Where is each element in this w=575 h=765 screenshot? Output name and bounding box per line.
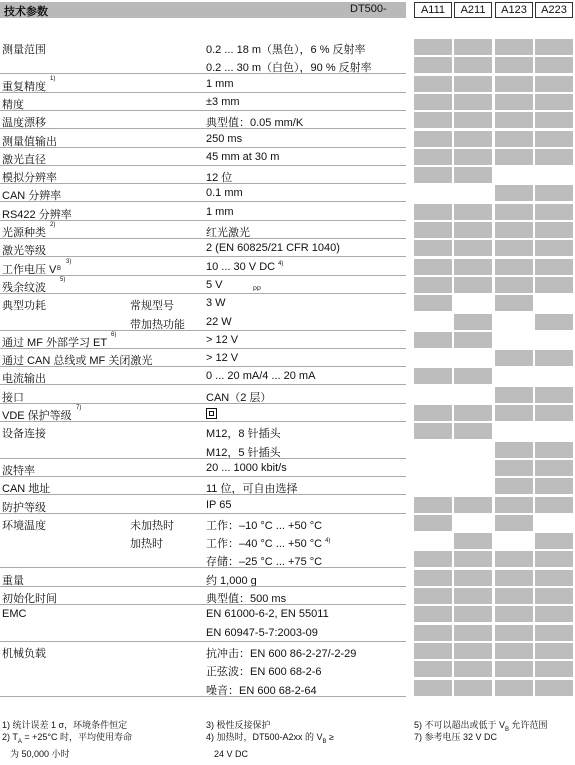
availability-cell-a211: [454, 259, 492, 275]
table-row: [0, 386, 575, 404]
availability-cell-a111: [414, 350, 452, 366]
availability-cell-a211: [454, 442, 492, 458]
row-footnote-ref: 3): [66, 258, 72, 265]
availability-cell-a111: [414, 314, 452, 330]
availability-cell-a123: [495, 606, 533, 622]
availability-cell-a123: [495, 76, 533, 92]
row-footnote-ref: 6): [111, 331, 117, 338]
row-label: CAN 分辨率: [2, 190, 62, 203]
row-value: [206, 370, 315, 382]
table-row: [0, 605, 575, 623]
row-value-text: 典型值：500 ms: [206, 593, 287, 605]
row-label: 残余纹波: [2, 281, 46, 294]
availability-cell-a211: [454, 57, 492, 73]
availability-cell-a111: [414, 277, 452, 293]
row-value: [206, 242, 340, 254]
table-row: [0, 56, 575, 74]
table-row: [0, 514, 575, 532]
row-label: 接口: [2, 391, 24, 404]
table-row: [0, 93, 575, 111]
availability-cell-a223: [535, 661, 573, 677]
row-value: [206, 407, 217, 419]
label-subscript: B: [57, 265, 62, 272]
row-value: [206, 206, 234, 218]
row-value-text: 5 V: [206, 278, 223, 291]
row-label: 重复精度: [2, 80, 46, 93]
availability-cell-a111: [414, 185, 452, 201]
availability-cell-a211: [454, 606, 492, 622]
availability-cell-a123: [495, 314, 533, 330]
availability-cell-a211: [454, 94, 492, 110]
availability-cell-a211: [454, 460, 492, 476]
row-value-text: 0 ... 20 mA/4 ... 20 mA: [206, 370, 316, 383]
row-footnote-ref: 5): [60, 276, 66, 283]
availability-cell-a223: [535, 497, 573, 513]
availability-cell-a123: [495, 185, 533, 201]
row-label: 初始化时间: [2, 593, 57, 605]
row-value-text: 噪音：EN 600 68-2-64: [206, 684, 317, 697]
availability-cell-a111: [414, 515, 452, 531]
availability-cell-a123: [495, 478, 533, 494]
availability-cell-a211: [454, 39, 492, 55]
availability-cell-a211: [454, 588, 492, 604]
column-header-a111: A111: [414, 2, 452, 18]
footnote-4: 4) 加热时，DT500-A2xx 的 $V_B$ ≥ 24 V DC: [206, 732, 334, 759]
row-value-text: 1 mm: [206, 205, 234, 218]
row-value-text: 典型值：0.05 mm/K: [206, 117, 304, 130]
availability-cell-a123: [495, 460, 533, 476]
availability-cell-a223: [535, 423, 573, 439]
footnote-3: 3) 极性反接保护: [206, 720, 271, 730]
row-value: [206, 297, 226, 309]
table-row: [0, 203, 575, 221]
availability-cell-a123: [495, 350, 533, 366]
row-value-text: 工作：–10 °C ... +50 °C: [206, 519, 323, 532]
row-label: 测量值输出: [2, 135, 57, 148]
row-value: [206, 261, 283, 273]
availability-cell-a211: [454, 240, 492, 256]
availability-cell-a223: [535, 368, 573, 384]
row-value: [206, 608, 329, 620]
row-value-text: M12，5 针插头: [206, 446, 281, 459]
row-label: 温度漂移: [2, 117, 46, 130]
row-value-text: 抗冲击：EN 600 86-2-27/-2-29: [206, 647, 357, 660]
availability-cell-a211: [454, 680, 492, 696]
availability-cell-a211: [454, 112, 492, 128]
availability-cell-a223: [535, 533, 573, 549]
value-subscript: PP: [253, 286, 262, 293]
row-footnote-ref: 2): [50, 222, 56, 228]
availability-cell-a223: [535, 39, 573, 55]
row-label: 波特率: [2, 464, 35, 477]
row-value: [206, 663, 322, 679]
availability-cell-a111: [414, 478, 452, 494]
availability-cell-a123: [495, 680, 533, 696]
row-label: 通过 CAN 总线或 MF 关闭激光: [2, 355, 153, 368]
availability-cell-a123: [495, 332, 533, 348]
row-value: [206, 352, 238, 364]
availability-cell-a211: [454, 76, 492, 92]
row-label: 测量范围: [2, 44, 46, 56]
row-value: [206, 517, 322, 533]
availability-cell-a123: [495, 94, 533, 110]
row-footnote-ref: 1): [50, 75, 56, 82]
row-value-text: > 12 V: [206, 333, 239, 346]
table-row: [0, 569, 575, 587]
row-value-text: ±3 mm: [206, 95, 240, 108]
table-row: [0, 624, 575, 642]
availability-cell-a111: [414, 94, 452, 110]
availability-cell-a211: [454, 570, 492, 586]
availability-cell-a123: [495, 112, 533, 128]
availability-cell-a111: [414, 112, 452, 128]
availability-cell-a123: [495, 533, 533, 549]
table-row: [0, 422, 575, 440]
row-value-text: 11 位，可自由选择: [206, 483, 298, 496]
row-value: [206, 499, 232, 511]
row-value: [206, 334, 238, 346]
availability-cell-a211: [454, 222, 492, 238]
row-label: 工作电压 V: [2, 263, 57, 276]
availability-cell-a223: [535, 643, 573, 659]
availability-cell-a123: [495, 661, 533, 677]
availability-cell-a223: [535, 76, 573, 92]
availability-cell-a123: [495, 259, 533, 275]
footnote-7: 7) 参考电压 32 V DC: [414, 732, 498, 742]
value-footnote-ref: 4): [278, 260, 284, 267]
availability-cell-a211: [454, 533, 492, 549]
availability-cell-a223: [535, 551, 573, 567]
row-label: 光源种类: [2, 227, 46, 239]
availability-cell-a123: [495, 240, 533, 256]
table-row: [0, 550, 575, 568]
row-value-text: 工作：–40 °C ... +50 °C: [206, 538, 323, 551]
row-value: [206, 535, 330, 551]
row-label: 防护等级: [2, 501, 46, 514]
table-row: [0, 532, 575, 550]
availability-cell-a111: [414, 423, 452, 439]
availability-cell-a211: [454, 423, 492, 439]
row-value-text: 红光激光: [206, 227, 250, 239]
row-value: [206, 96, 240, 108]
availability-cell-a211: [454, 149, 492, 165]
row-value-text: EN 60947-5-7:2003-09: [206, 626, 318, 639]
availability-cell-a211: [454, 625, 492, 641]
table-row: [0, 660, 575, 678]
availability-cell-a123: [495, 497, 533, 513]
availability-cell-a211: [454, 350, 492, 366]
availability-cell-a123: [495, 588, 533, 604]
row-value-text: IP 65: [206, 498, 232, 511]
row-sublabel: 加热时: [130, 538, 163, 551]
availability-cell-a223: [535, 185, 573, 201]
availability-cell-a211: [454, 295, 492, 311]
availability-cell-a223: [535, 57, 573, 73]
table-row: [0, 38, 575, 56]
availability-cell-a111: [414, 259, 452, 275]
availability-cell-a111: [414, 240, 452, 256]
table-row: [0, 111, 575, 129]
row-label: VDE 保护等级: [2, 410, 72, 422]
row-value-text: 0.1 mm: [206, 187, 243, 200]
table-row: [0, 258, 575, 276]
row-sublabel: 未加热时: [130, 519, 174, 532]
row-sublabel: 带加热功能: [130, 318, 185, 331]
table-header: [0, 0, 575, 20]
availability-cell-a223: [535, 149, 573, 165]
availability-cell-a111: [414, 442, 452, 458]
row-value-text: 3 W: [206, 297, 226, 310]
footnote-2: 2) $T_A = +25^\circ C$ 时，平均使用寿命 为 50,000 小时: [2, 732, 132, 759]
table-row: [0, 367, 575, 385]
column-header-a223: A223: [535, 2, 573, 18]
availability-cell-a223: [535, 332, 573, 348]
row-label: 设备连接: [2, 428, 46, 441]
availability-cell-a211: [454, 643, 492, 659]
availability-cell-a211: [454, 497, 492, 513]
availability-cell-a223: [535, 606, 573, 622]
table-row: [0, 239, 575, 257]
availability-cell-a223: [535, 442, 573, 458]
availability-cell-a111: [414, 661, 452, 677]
availability-cell-a111: [414, 533, 452, 549]
footnote-1: 1) 统计误差 1 σ，环境条件恒定: [2, 720, 128, 730]
availability-cell-a111: [414, 405, 452, 421]
availability-cell-a111: [414, 204, 452, 220]
availability-cell-a223: [535, 625, 573, 641]
table-row: [0, 459, 575, 477]
availability-cell-a111: [414, 643, 452, 659]
availability-cell-a211: [454, 185, 492, 201]
availability-cell-a223: [535, 570, 573, 586]
row-label: 重量: [2, 574, 24, 587]
row-value: [206, 278, 262, 293]
table-row: [0, 221, 575, 239]
row-label: 精度: [2, 98, 24, 111]
availability-cell-a111: [414, 551, 452, 567]
availability-cell-a123: [495, 442, 533, 458]
availability-cell-a211: [454, 332, 492, 348]
availability-cell-a223: [535, 94, 573, 110]
table-row: [0, 184, 575, 202]
availability-cell-a123: [495, 625, 533, 641]
row-label: RS422 分辨率: [2, 208, 72, 221]
availability-cell-a223: [535, 515, 573, 531]
row-value-text: 250 ms: [206, 132, 243, 145]
availability-cell-a111: [414, 222, 452, 238]
availability-cell-a123: [495, 551, 533, 567]
table-row: [0, 587, 575, 605]
availability-cell-a123: [495, 295, 533, 311]
availability-cell-a111: [414, 149, 452, 165]
availability-cell-a223: [535, 259, 573, 275]
availability-cell-a223: [535, 314, 573, 330]
table-row: [0, 313, 575, 331]
row-label: 环境温度: [2, 519, 46, 532]
protection-class-icon: [206, 408, 217, 419]
availability-cell-a223: [535, 405, 573, 421]
availability-cell-a211: [454, 204, 492, 220]
row-value: [206, 151, 279, 163]
row-label: 激光等级: [2, 245, 46, 258]
availability-cell-a123: [495, 643, 533, 659]
availability-cell-a111: [414, 606, 452, 622]
row-value: [206, 187, 243, 199]
table-row: [0, 276, 575, 294]
availability-cell-a223: [535, 277, 573, 293]
row-label: 典型功耗: [2, 300, 46, 313]
availability-cell-a123: [495, 131, 533, 147]
table-row: [0, 166, 575, 184]
availability-cell-a223: [535, 387, 573, 403]
availability-cell-a111: [414, 332, 452, 348]
availability-cell-a223: [535, 588, 573, 604]
row-value: [206, 645, 356, 661]
availability-cell-a123: [495, 387, 533, 403]
row-label: 激光直径: [2, 153, 46, 166]
availability-cell-a211: [454, 551, 492, 567]
table-row: [0, 496, 575, 514]
availability-cell-a111: [414, 460, 452, 476]
row-label: 机械负载: [2, 647, 46, 660]
row-value-text: EN 61000-6-2, EN 55011: [206, 608, 329, 621]
availability-cell-a123: [495, 515, 533, 531]
row-value-text: 20 ... 1000 kbit/s: [206, 461, 287, 474]
availability-cell-a111: [414, 680, 452, 696]
row-value-text: 正弦波：EN 600 68-2-6: [206, 666, 322, 679]
availability-cell-a111: [414, 387, 452, 403]
table-row: [0, 477, 575, 495]
availability-cell-a123: [495, 39, 533, 55]
column-header-a123: A123: [495, 2, 533, 18]
availability-cell-a211: [454, 314, 492, 330]
availability-cell-a111: [414, 368, 452, 384]
availability-cell-a111: [414, 57, 452, 73]
availability-cell-a123: [495, 222, 533, 238]
availability-cell-a111: [414, 625, 452, 641]
availability-cell-a123: [495, 368, 533, 384]
header-bar: [0, 2, 406, 18]
table-row: [0, 75, 575, 93]
availability-cell-a111: [414, 588, 452, 604]
row-footnote-ref: 7): [76, 405, 82, 411]
table-row: [0, 294, 575, 312]
footnote-5: 5) 不可以超出或低于 $V_B$ 允许范围: [414, 720, 548, 733]
row-value-text: > 12 V: [206, 352, 239, 365]
row-label: 电流输出: [2, 373, 46, 386]
availability-cell-a111: [414, 295, 452, 311]
table-row: [0, 331, 575, 349]
row-label: 通过 MF 外部学习 ET: [2, 336, 108, 349]
row-label: 模拟分辨率: [2, 172, 57, 185]
section-title: 技术参数: [4, 6, 48, 18]
row-divider: [0, 696, 406, 697]
row-value: [206, 78, 234, 90]
table-row: [0, 642, 575, 660]
row-value-text: 12 位: [206, 172, 233, 185]
availability-cell-a111: [414, 131, 452, 147]
table-row: [0, 404, 575, 422]
row-value-text: 2 (EN 60825/21 CFR 1040): [206, 242, 340, 255]
availability-cell-a223: [535, 204, 573, 220]
availability-cell-a123: [495, 423, 533, 439]
row-value-text: CAN（2 层）: [206, 391, 272, 404]
availability-cell-a123: [495, 570, 533, 586]
availability-cell-a223: [535, 131, 573, 147]
table-row: [0, 679, 575, 697]
row-value-text: M12，8 针插头: [206, 428, 281, 441]
row-value-text: 约 1,000 g: [206, 574, 257, 587]
row-value-text: 10 ... 30 V DC: [206, 260, 276, 273]
availability-cell-a211: [454, 277, 492, 293]
row-value-text: 22 W: [206, 315, 232, 328]
availability-cell-a211: [454, 515, 492, 531]
availability-cell-a223: [535, 240, 573, 256]
availability-cell-a211: [454, 478, 492, 494]
availability-cell-a223: [535, 680, 573, 696]
row-value: [206, 627, 318, 639]
availability-cell-a223: [535, 112, 573, 128]
row-value-text: 0.2 ... 30 m（白色），90 % 反射率: [206, 62, 372, 75]
availability-cell-a111: [414, 39, 452, 55]
availability-cell-a123: [495, 167, 533, 183]
availability-cell-a223: [535, 460, 573, 476]
table-row: [0, 441, 575, 459]
availability-cell-a211: [454, 387, 492, 403]
row-label: CAN 地址: [2, 483, 51, 496]
availability-cell-a211: [454, 405, 492, 421]
availability-cell-a211: [454, 368, 492, 384]
availability-cell-a223: [535, 222, 573, 238]
availability-cell-a123: [495, 57, 533, 73]
availability-cell-a223: [535, 167, 573, 183]
availability-cell-a223: [535, 350, 573, 366]
row-value: [206, 316, 232, 328]
row-sublabel: 常规型号: [130, 300, 174, 313]
column-header-a211: A211: [454, 2, 492, 18]
table-row: [0, 148, 575, 166]
row-value-text: 存储：–25 °C ... +75 °C: [206, 556, 323, 569]
availability-cell-a111: [414, 76, 452, 92]
model-prefix: DT500-: [350, 3, 387, 15]
availability-cell-a123: [495, 149, 533, 165]
row-value: [206, 425, 281, 441]
table-row: [0, 349, 575, 367]
row-value: [206, 462, 287, 474]
row-label: EMC: [2, 608, 27, 621]
availability-cell-a223: [535, 295, 573, 311]
availability-cell-a123: [495, 277, 533, 293]
availability-cell-a211: [454, 131, 492, 147]
availability-cell-a111: [414, 570, 452, 586]
availability-cell-a211: [454, 661, 492, 677]
availability-cell-a111: [414, 497, 452, 513]
availability-cell-a223: [535, 478, 573, 494]
value-footnote-ref: 4): [325, 538, 331, 545]
row-value-text: 1 mm: [206, 77, 234, 90]
availability-cell-a123: [495, 204, 533, 220]
row-value-text: 45 mm at 30 m: [206, 150, 280, 163]
availability-cell-a111: [414, 167, 452, 183]
table-row: [0, 130, 575, 148]
row-value-text: 0.2 ... 18 m（黑色），6 % 反射率: [206, 44, 366, 56]
availability-cell-a123: [495, 405, 533, 421]
row-value: [206, 41, 366, 57]
availability-cell-a211: [454, 167, 492, 183]
row-value: [206, 133, 242, 145]
